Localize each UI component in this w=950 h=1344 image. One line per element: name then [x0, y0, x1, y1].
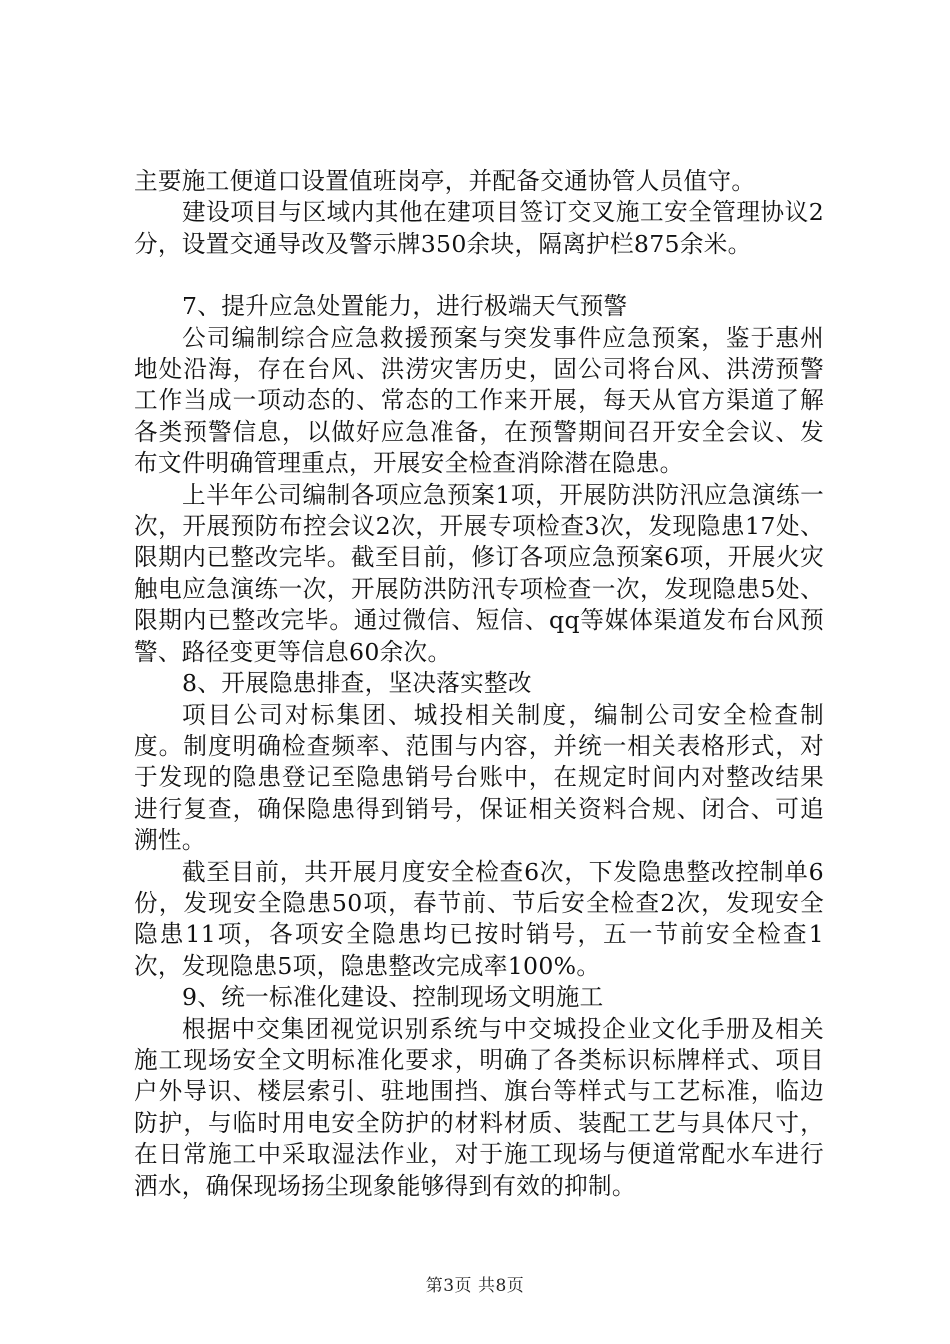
document-body: [134, 166, 824, 1202]
paragraph-cross-construction: 建设项目与区域内其他在建项目签订交叉施工安全管理协议2分，设置交通导改及警示牌350余块，隔离护栏875余米。: [134, 198, 824, 258]
paragraph-traffic-post: 主要施工便道口设置值班岗亭，并配备交通协管人员值守。: [134, 167, 756, 195]
paragraph-inspection-system: 项目公司对标集团、城投相关制度，编制公司安全检查制度。制度明确检查频率、范围与内容，并统一相关表格形式，对于发现的隐患登记至隐患销号台账中，在规定时间内对整改结果进行复查，确保隐患得到销号，保证相关资料合规、闭合、可追溯性。: [134, 700, 824, 855]
section-heading-7: 7、提升应急处置能力，进行极端天气预警: [182, 292, 628, 321]
paragraph-emergency-stats: 上半年公司编制各项应急预案1项，开展防洪防汛应急演练一次，开展预防布控会议2次，开展专项检查3次，发现隐患17处、限期内已整改完毕。截至目前，修订各项应急预案6项，开展火灾触电应急演练一次，开展防洪防汛专项检查一次，发现隐患5处、限期内已整改完毕。通过微信、短信、qq等媒体渠道发布台风预警、路径变更等信息60余次。: [134, 480, 824, 666]
paragraph-inspection-stats: 截至目前，共开展月度安全检查6次，下发隐患整改控制单6份，发现安全隐患50项，春节前、节后安全检查2次，发现安全隐患11项，各项安全隐患均已按时销号，五一节前安全检查1次，发现隐患5项，隐患整改完成率100%。: [134, 857, 824, 980]
paragraph-emergency-plan: 公司编制综合应急救援预案与突发事件应急预案，鉴于惠州地处沿海，存在台风、洪涝灾害历史，固公司将台风、洪涝预警工作当成一项动态的、常态的工作来开展，每天从官方渠道了解各类预警信息，以做好应急准备，在预警期间召开安全会议、发布文件明确管理重点，开展安全检查消除潜在隐患。: [134, 323, 824, 478]
paragraph-gap: [134, 260, 824, 291]
paragraph-standardization: 根据中交集团视觉识别系统与中交城投企业文化手册及相关施工现场安全文明标准化要求，明确了各类标识标牌样式、项目户外导识、楼层索引、驻地围挡、旗台等样式与工艺标准，临边防护，与临时用电安全防护的材料材质、装配工艺与具体尺寸，在日常施工中采取湿法作业，对于施工现场与便道常配水车进行洒水，确保现场扬尘现象能够得到有效的抑制。: [134, 1014, 824, 1200]
section-heading-9: 9、统一标准化建设、控制现场文明施工: [182, 983, 604, 1012]
page-footer: 第3页 共8页: [425, 1276, 525, 1296]
section-heading-8: 8、开展隐患排查，坚决落实整改: [182, 669, 532, 698]
